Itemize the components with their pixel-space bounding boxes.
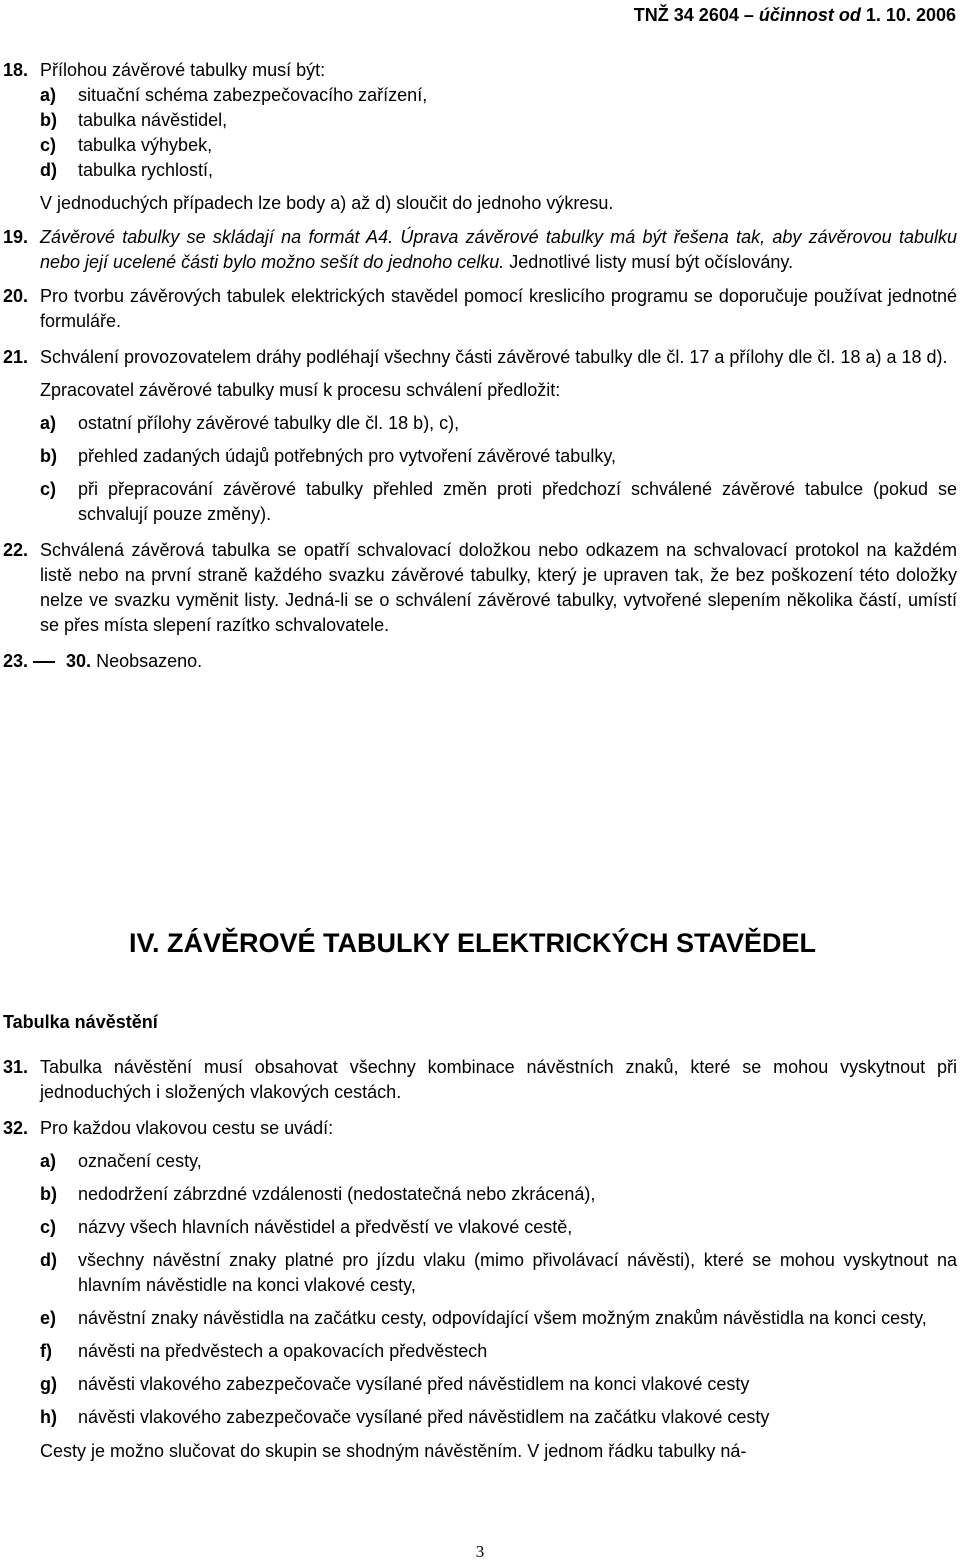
list-item: [3, 1339, 957, 1364]
paragraph-number-to: 30.: [66, 651, 92, 671]
document-code: TNŽ 34 2604 –: [633, 5, 754, 25]
list-item: [3, 108, 957, 133]
paragraph-23-30: [3, 649, 957, 674]
upper-content: [3, 58, 957, 674]
item-text: návěsti vlakového zabezpečovače vysílané před návěstidlem na začátku vlakové cesty: [78, 1407, 770, 1427]
paragraph-31: [3, 1055, 957, 1105]
range-dash: [33, 661, 55, 663]
page-header: [634, 5, 956, 26]
item-label: h): [40, 1407, 57, 1427]
paragraph-19: [3, 225, 957, 275]
item-label: c): [40, 479, 57, 499]
section-title: Tabulka návěstění: [3, 1012, 158, 1032]
paragraph-21: [3, 345, 957, 370]
item-label: g): [40, 1374, 57, 1394]
paragraph-text: Pro tvorbu závěrových tabulek elektrických stavědel pomocí kreslicího programu se doporučuje používat jednotné formuláře.: [40, 286, 957, 331]
item-label: d): [40, 160, 57, 180]
list-item: [3, 1248, 957, 1298]
item-text: tabulka výhybek,: [78, 135, 213, 155]
paragraph-text: Schválení provozovatelem dráhy podléhají všechny části závěrové tabulky dle čl. 17 a přílohy dle čl. 18 a) a 18 d).: [40, 347, 948, 367]
item-text: návěstní znaky návěstidla na začátku cesty, odpovídající všem možným znakům návěstidla na konci cesty,: [78, 1308, 927, 1328]
list-item: [3, 1182, 957, 1207]
paragraph-number: 32.: [3, 1118, 29, 1138]
item-label: b): [40, 446, 57, 466]
paragraph-21-intro: Zpracovatel závěrové tabulky musí k procesu schválení předložit:: [40, 380, 561, 400]
item-label: a): [40, 85, 57, 105]
list-item: [3, 1372, 957, 1397]
item-label: a): [40, 413, 57, 433]
item-text: situační schéma zabezpečovacího zařízení,: [78, 85, 428, 105]
list-item: [3, 133, 957, 158]
item-label: b): [40, 1184, 57, 1204]
list-item: [3, 1405, 957, 1430]
paragraph-number: 22.: [3, 540, 29, 560]
item-text: ostatní přílohy závěrové tabulky dle čl. 18 b), c),: [78, 413, 460, 433]
paragraph-18: [3, 58, 957, 83]
paragraph-32-footer: Cesty je možno slučovat do skupin se shodným návěstěním. V jednom řádku tabulky ná-: [40, 1441, 747, 1461]
item-text: nedodržení zábrzdné vzdálenosti (nedostatečná nebo zkrácená),: [78, 1184, 596, 1204]
list-item: [3, 444, 957, 469]
item-text: při přepracování závěrové tabulky přehled změn proti předchozí schválené závěrové tabulce (pokud se schvalují pouze změny).: [78, 479, 957, 524]
list-item: [3, 83, 957, 108]
paragraph-20: [3, 284, 957, 334]
list-item: [3, 1149, 957, 1174]
item-text: všechny návěstní znaky platné pro jízdu vlaku (mimo přivolávací návěsti), které se mohou vyskytnout na hlavním návěstidle na konci vlakové cesty,: [78, 1250, 957, 1295]
item-label: c): [40, 135, 57, 155]
item-label: e): [40, 1308, 57, 1328]
paragraph-number: 18.: [3, 60, 29, 80]
paragraph-number: 20.: [3, 286, 29, 306]
item-text: návěsti na předvěstech a opakovacích předvěstech: [78, 1341, 488, 1361]
paragraph-22: [3, 538, 957, 638]
item-text: tabulka návěstidel,: [78, 110, 228, 130]
item-label: a): [40, 1151, 57, 1171]
paragraph-18-note: V jednoduchých případech lze body a) až d) sloučit do jednoho výkresu.: [40, 193, 614, 213]
list-item: [3, 477, 957, 527]
paragraph-text: Jednotlivé listy musí být očíslovány.: [504, 252, 794, 272]
paragraph-number-from: 23.: [3, 651, 29, 671]
item-label: b): [40, 110, 57, 130]
paragraph-number: 31.: [3, 1057, 29, 1077]
paragraph-text: Tabulka návěstění musí obsahovat všechny kombinace návěstních znaků, které se mohou vyskytnout při jednoduchých i složených vlakových cestách.: [40, 1057, 957, 1102]
item-text: přehled zadaných údajů potřebných pro vytvoření závěrové tabulky,: [78, 446, 616, 466]
item-text: označení cesty,: [78, 1151, 202, 1171]
paragraph-text: Pro každou vlakovou cestu se uvádí:: [40, 1118, 334, 1138]
lower-content: [3, 1055, 957, 1464]
validity-date: 1. 10. 2006: [865, 5, 956, 25]
paragraph-text-italic: Závěrové tabulky se skládají na formát A4. Úprava závěrové tabulky má být řešena tak, aby závěrovou tabulku nebo její ucelené části bylo možno sešít do jednoho celku.: [40, 227, 957, 272]
paragraph-number: 21.: [3, 347, 29, 367]
page-number: 3: [475, 1542, 485, 1561]
list-item: [3, 158, 957, 183]
item-text: tabulka rychlostí,: [78, 160, 214, 180]
list-item: [3, 411, 957, 436]
paragraph-text: Neobsazeno.: [96, 651, 203, 671]
item-label: f): [40, 1341, 52, 1361]
paragraph-text: Schválená závěrová tabulka se opatří schvalovací doložkou nebo odkazem na schvalovací protokol na každém listě nebo na první straně každého svazku závěrové tabulky, který je upraven tak, že bez poškození této doložky nelze ve svazku vyměnit listy. Jedná-li se o schválení závěrové tabulky, vytvořené slepením několika částí, umístí se přes místa slepení razítko schvalovatele.: [40, 540, 957, 635]
list-item: [3, 1215, 957, 1240]
list-item: [3, 1306, 957, 1331]
item-label: c): [40, 1217, 57, 1237]
item-text: návěsti vlakového zabezpečovače vysílané před návěstidlem na konci vlakové cesty: [78, 1374, 750, 1394]
validity-label: účinnost od: [758, 5, 861, 25]
item-label: d): [40, 1250, 57, 1270]
item-text: názvy všech hlavních návěstidel a předvěstí ve vlakové cestě,: [78, 1217, 573, 1237]
paragraph-32: [3, 1116, 957, 1141]
paragraph-number: 19.: [3, 227, 29, 247]
paragraph-text: Přílohou závěrové tabulky musí být:: [40, 60, 326, 80]
chapter-title: IV. ZÁVĚROVÉ TABULKY ELEKTRICKÝCH STAVĚDEL: [128, 928, 817, 958]
